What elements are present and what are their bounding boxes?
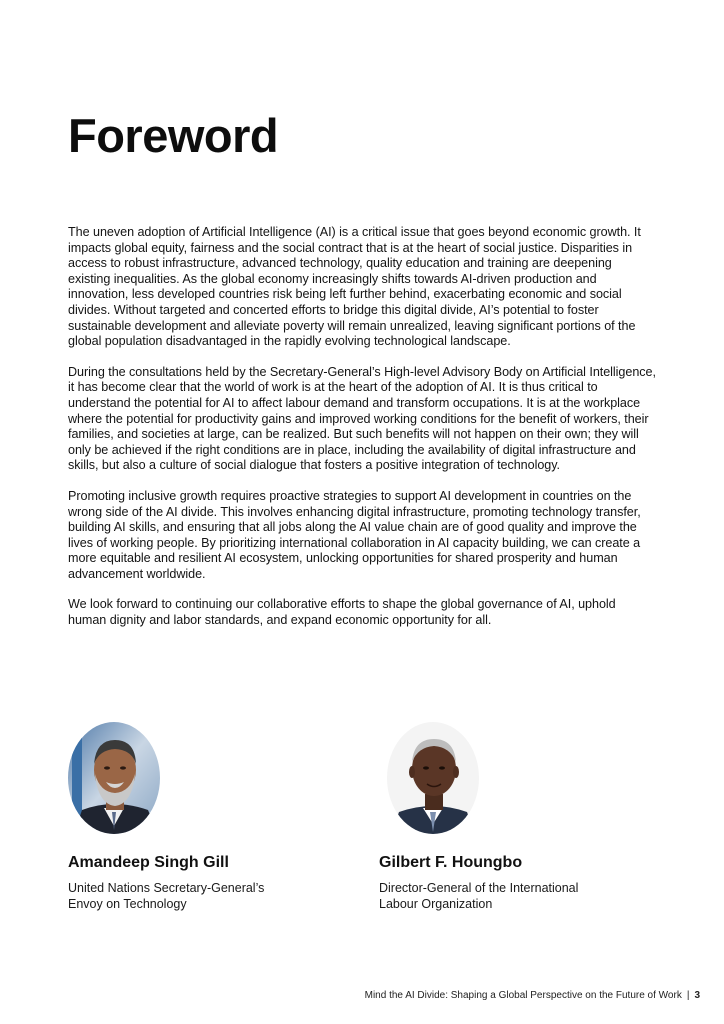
- portrait-photo: [68, 722, 160, 834]
- signatory-gill: [68, 722, 328, 912]
- page-title: Foreword: [68, 109, 279, 162]
- page-number: 3: [694, 990, 700, 1001]
- page-footer: [365, 990, 700, 1001]
- paragraph: Promoting inclusive growth requires proactive strategies to support AI development in countries on the wrong side of the AI divide. This involves enhancing digital infrastructure, promoting technology transfer, building AI skills, and ensuring that all jobs along the AI value chain are of good quality and improve the lives of working people. By prioritizing international collaboration in AI capacity building, we can create a more equitable and resilient AI ecosystem, unlocking opportunities for shared prosperity and human advancement worldwide.: [68, 488, 641, 581]
- footer-document-title: Mind the AI Divide: Shaping a Global Perspective on the Future of Work: [364, 990, 682, 1001]
- paragraph: We look forward to continuing our collaborative efforts to shape the global governance of AI, uphold human dignity and labor standards, and expand economic opportunity for all.: [68, 597, 616, 628]
- portrait-photo: [387, 722, 479, 834]
- footer-separator: |: [686, 990, 690, 1001]
- signatory-houngbo: [379, 722, 639, 912]
- signatory-name: Amandeep Singh Gill: [68, 854, 229, 871]
- signatory-role: Director-General of the International Labour Organization: [379, 881, 579, 911]
- paragraph: The uneven adoption of Artificial Intelligence (AI) is a critical issue that goes beyond economic growth. It impacts global equity, fairness and the social contract that is at the heart of social justice. Disparities in access to robust infrastructure, advanced technology, quality education and training are deepening existing inequalities. As the global economy increasingly shifts towards AI-driven production and innovation, less developed countries risk being left further behind, exacerbating economic and social divides. Without targeted and concerted efforts to bridge this digital divide, AI’s potential to foster sustainable development and alleviate poverty will remain unrealized, leaving significant portions of the global population disadvantaged in the rapidly evolving technological landscape.: [68, 225, 641, 349]
- signatory-role: United Nations Secretary-General’s Envoy on Technology: [68, 881, 265, 911]
- signatory-name: Gilbert F. Houngbo: [379, 854, 523, 871]
- foreword-body: [68, 225, 656, 644]
- paragraph: During the consultations held by the Secretary-General’s High-level Advisory Body on Artificial Intelligence, it has become clear that the world of work is at the heart of the adoption of AI. It is thus critical to understand the potential for AI to affect labour demand and transform occupations. It is at the workplace where the potential for productivity gains and improved working conditions for the benefit of workers, their families, and societies at large, can be realized. But such benefits will not happen on their own; they will only be achieved if the right conditions are in place, including the availability of digital infrastructure and skills, but also a culture of social dialogue that fosters a positive integration of technology.: [68, 364, 656, 473]
